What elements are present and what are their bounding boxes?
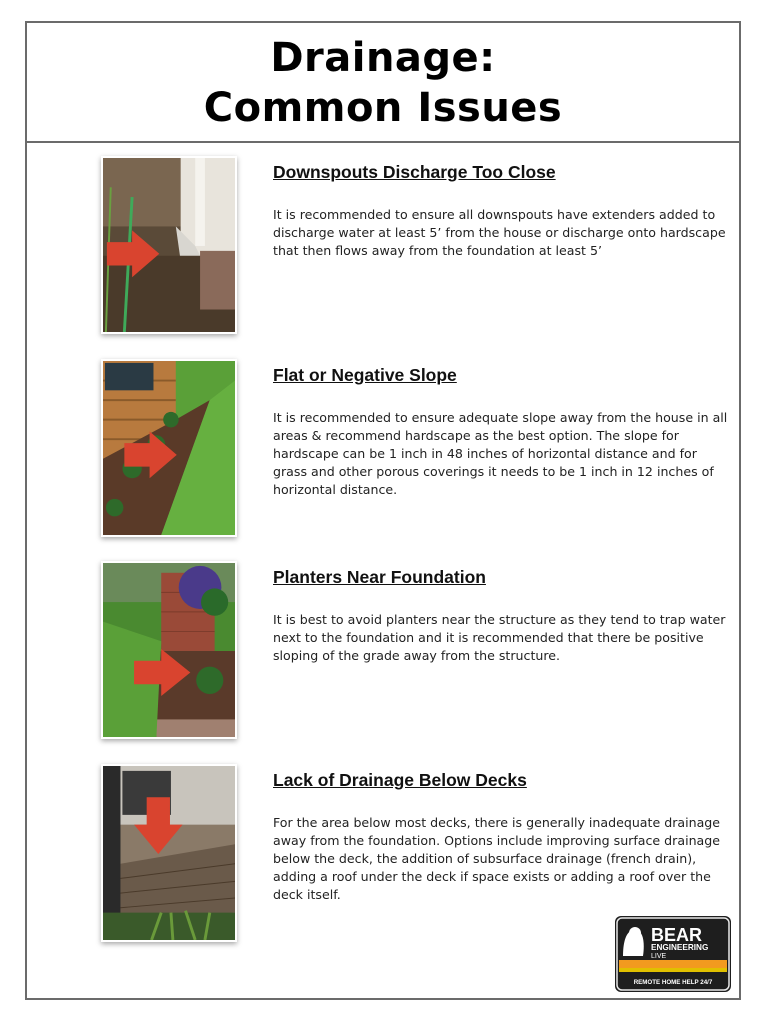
logo-word-engineering: ENGINEERING xyxy=(651,943,709,952)
deck-photo xyxy=(101,764,237,942)
page-header xyxy=(27,23,739,143)
section-body: It is best to avoid planters near the structure as they tend to trap water next to the foundation and it is recommended that there be positive sloping of the grade away from the structure. xyxy=(273,612,726,663)
section-title: Flat or Negative Slope xyxy=(273,365,457,385)
section-title: Lack of Drainage Below Decks xyxy=(273,770,527,790)
page-title-line-1: Drainage: xyxy=(270,35,496,81)
logo-word-bear: BEAR xyxy=(651,925,703,945)
slope-photo xyxy=(101,359,237,537)
logo-word-live: LIVE xyxy=(651,953,667,960)
section-title: Downspouts Discharge Too Close xyxy=(273,162,556,182)
section-body: For the area below most decks, there is generally inadequate drainage away from the foundation. Options include improving surface drainage below the deck, the addition of subsurface drainage (french drain), adding a roof under the deck if space exists or adding a roof over the deck itself. xyxy=(273,815,721,902)
page-frame xyxy=(25,21,741,1000)
section-title: Planters Near Foundation xyxy=(273,567,486,587)
page-title-line-2: Common Issues xyxy=(203,85,563,131)
logo-tagline: REMOTE HOME HELP 24/7 xyxy=(633,979,713,986)
planter-photo xyxy=(101,561,237,739)
section-body: It is recommended to ensure adequate slope away from the house in all areas & recommend hardscape as the best option. The slope for hardscape can be 1 inch in 48 inches of horizontal distance and for grass and other porous coverings it needs to be 1 inch in 12 inches of horizontal distance. xyxy=(273,410,728,497)
section-body: It is recommended to ensure all downspouts have extenders added to discharge water at least 5’ from the house or discharge onto hardscape that then flows away from the foundation at least 5’ xyxy=(273,207,726,258)
downspout-photo xyxy=(101,156,237,334)
bear-engineering-logo xyxy=(615,916,731,992)
